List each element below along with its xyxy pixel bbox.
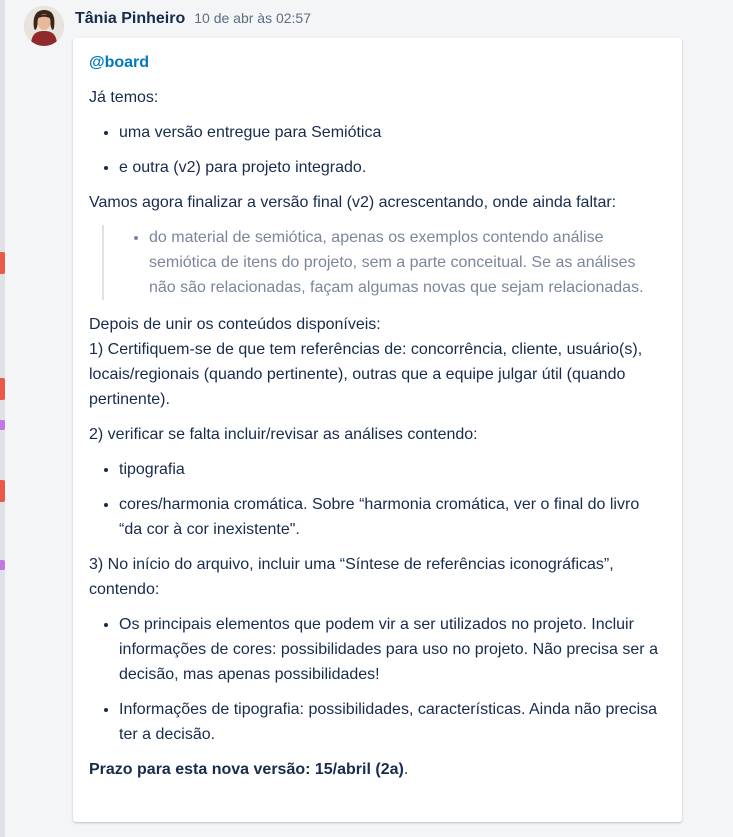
author-name[interactable]: Tânia Pinheiro: [75, 10, 186, 27]
blockquote: [102, 225, 666, 300]
list-item: • tipografia: [119, 457, 666, 482]
finalize-text: Vamos agora finalizar a versão final (v2) acrescentando, onde ainda faltar:: [89, 194, 617, 211]
deadline-bold: Prazo para esta nova versão: 15/abril (2a): [89, 761, 404, 778]
list-item: • e outra (v2) para projeto integrado.: [119, 155, 666, 180]
mention-board[interactable]: @board: [89, 54, 150, 71]
deadline-line: [89, 757, 666, 782]
list-item: • uma versão entregue para Semiótica: [119, 120, 666, 145]
synthesis-list: [89, 612, 666, 747]
comment-timestamp[interactable]: 10 de abr às 02:57: [194, 10, 312, 26]
after-merge-text: Depois de unir os conteúdos disponíveis:: [89, 316, 381, 333]
avatar[interactable]: [24, 6, 64, 46]
delivered-list: [89, 120, 666, 180]
avatar-photo-icon: [24, 6, 64, 46]
mention-line: [89, 50, 666, 75]
step-2-text: 2) verificar se falta incluir/revisar as análises contendo:: [89, 426, 478, 443]
list-item: • Informações de tipografia: possibilidades, características. Ainda não precisa ter a decisão.: [119, 697, 666, 747]
steps-paragraph: [89, 312, 666, 412]
step-3-text: 3) No início do arquivo, incluir uma “Síntese de referências iconográficas”, contendo:: [89, 556, 614, 598]
comment-body: [73, 38, 682, 822]
list-item: • cores/harmonia cromática. Sobre “harmonia cromática, ver o final do livro “da cor à cor inexistente".: [119, 492, 666, 542]
deadline-tail: .: [403, 761, 409, 778]
intro-text: Já temos:: [89, 89, 159, 106]
list-item: • Os principais elementos que podem vir a ser utilizados no projeto. Incluir informações de cores: possibilidades para uso no projeto. Não precisa ser a decisão, mas apenas possibilidades!: [119, 612, 666, 687]
comment-header: [75, 10, 311, 32]
list-item: • do material de semiótica, apenas os exemplos contendo análise semiótica de itens do projeto, sem a parte conceitual. Se as análises não são relacionadas, façam algumas novas que sejam relacionadas.: [149, 225, 666, 300]
quote-list: [119, 225, 666, 300]
step-1-text: 1) Certifiquem-se de que tem referências de: concorrência, cliente, usuário(s), locais/regionais (quando pertinente), outras que a equipe julgar útil (quando pertinente).: [89, 341, 643, 408]
analysis-list: [89, 457, 666, 542]
